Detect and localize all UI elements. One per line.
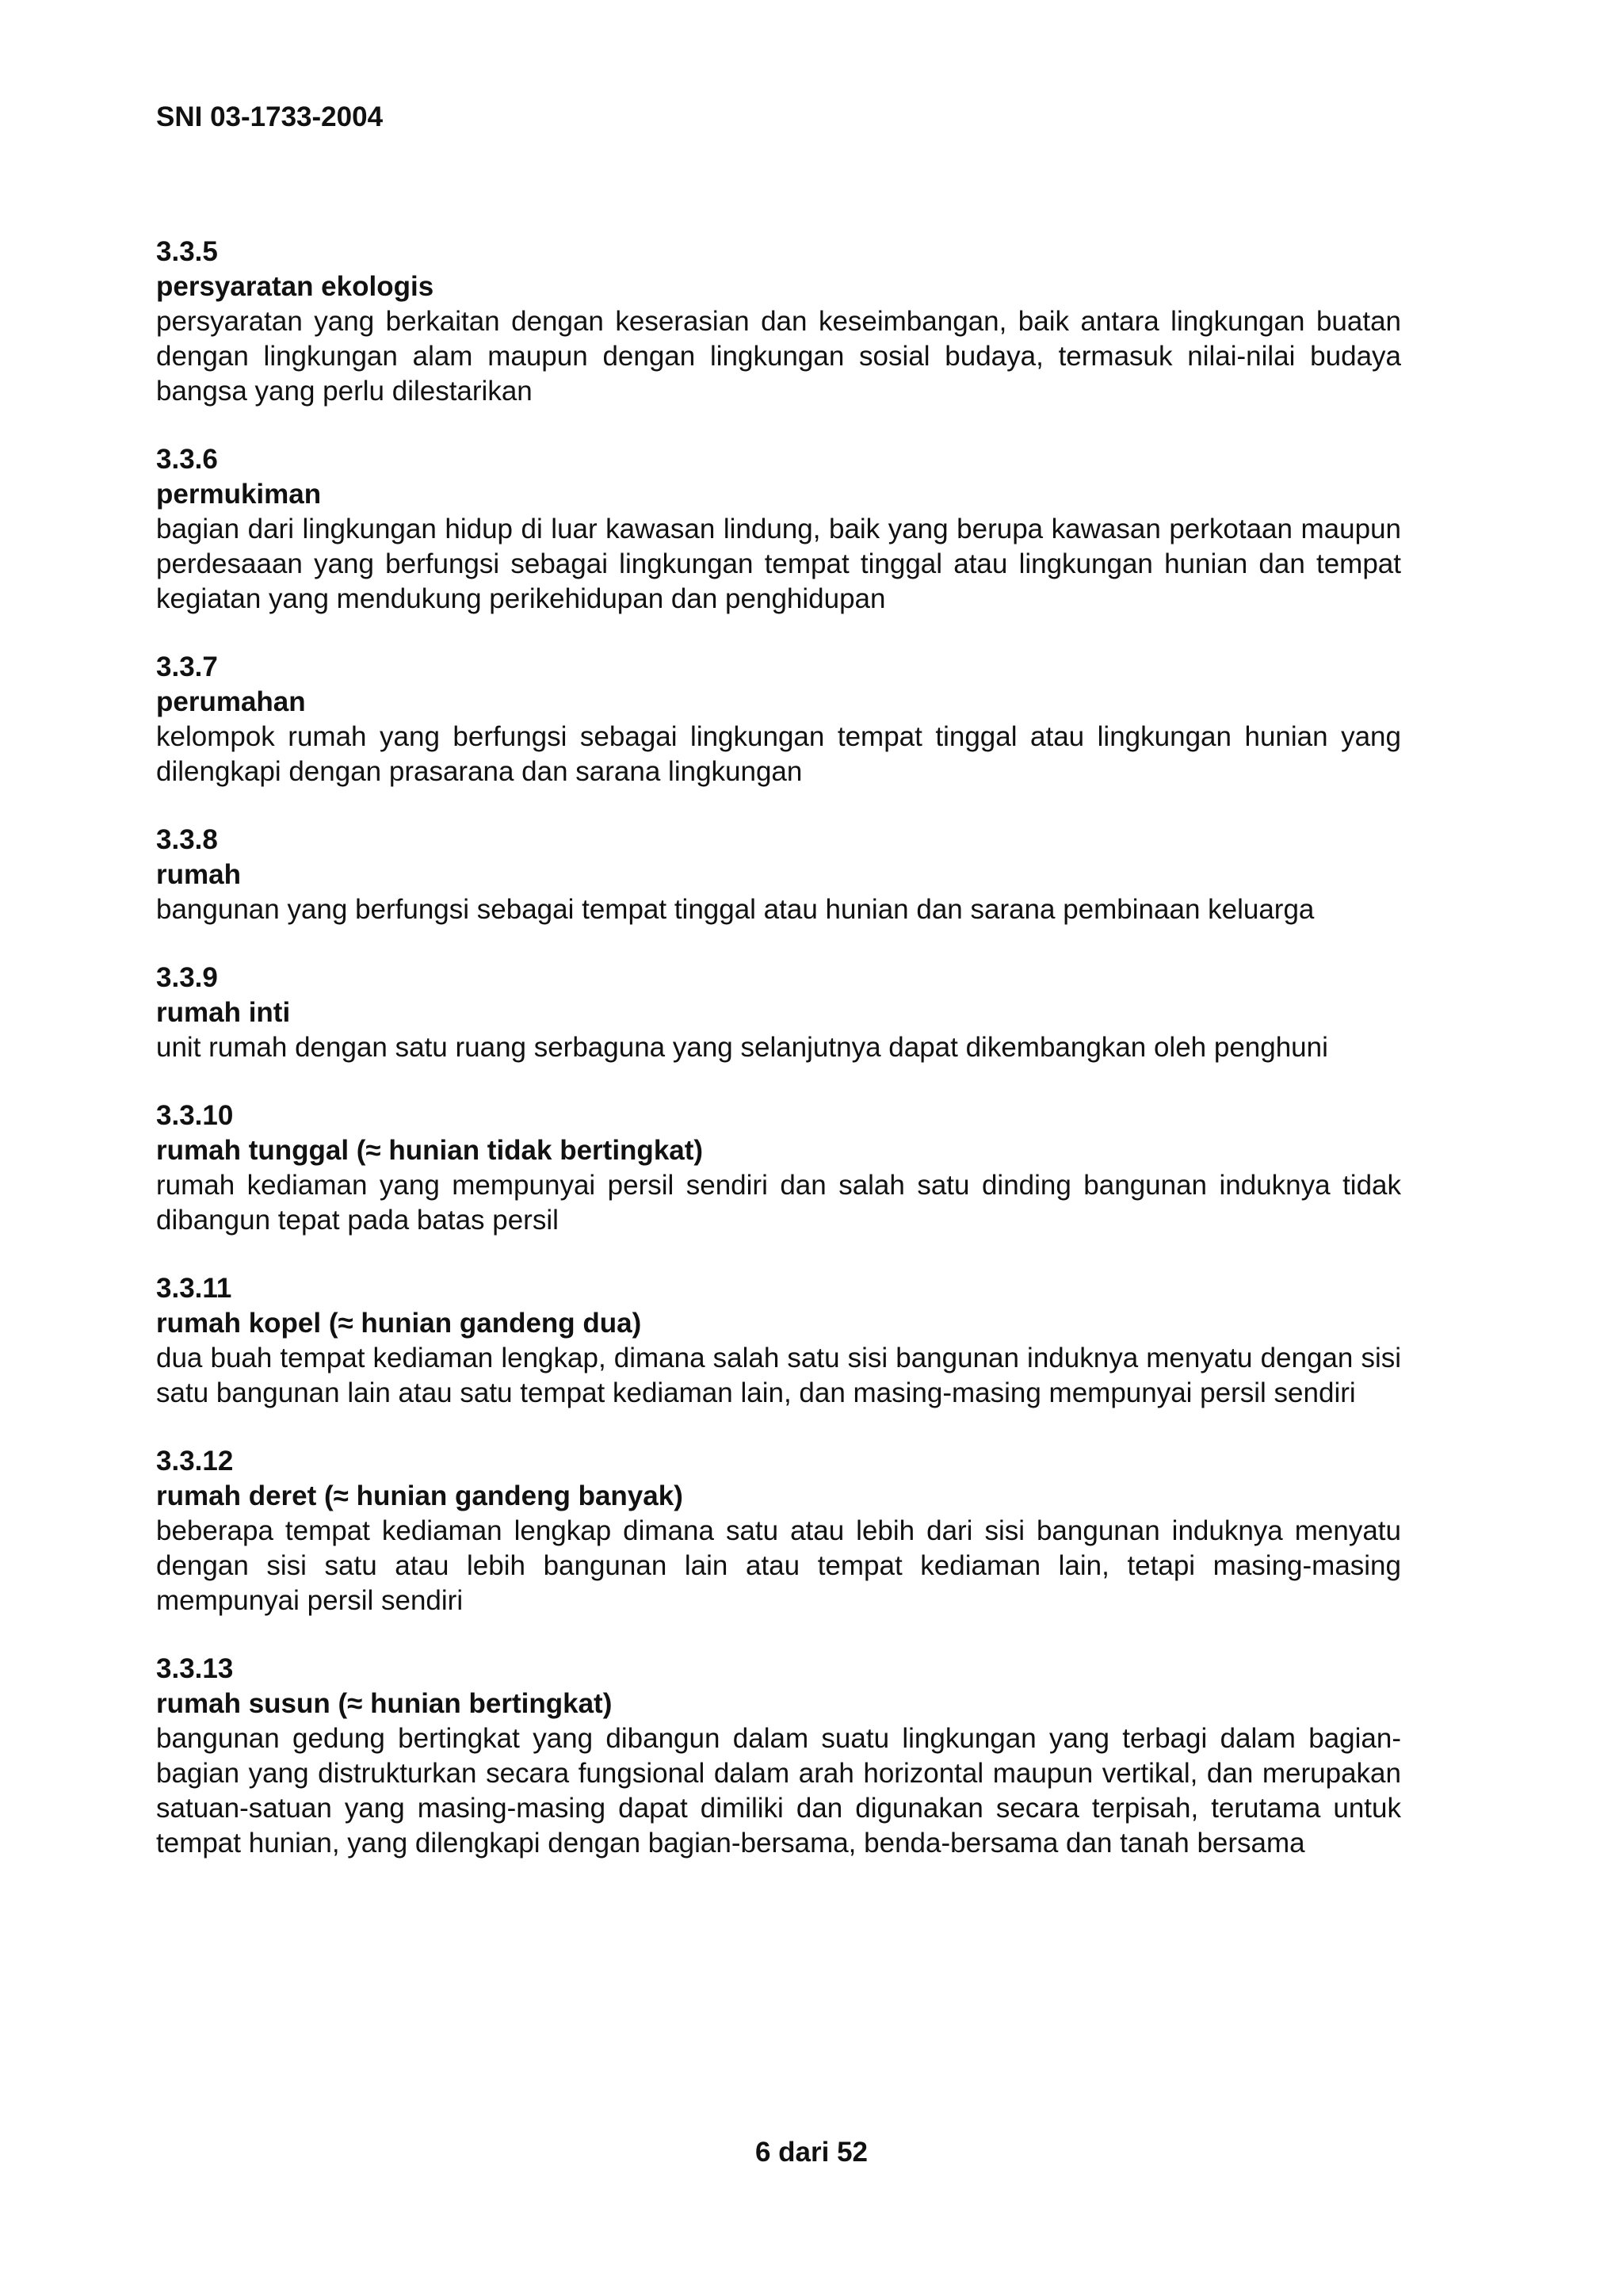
definition-entry [156,1098,1401,1238]
entry-term: rumah susun (≈ hunian bertingkat) [156,1688,613,1719]
definition-entry [156,1444,1401,1618]
entry-number: 3.3.8 [156,824,218,855]
entry-number: 3.3.7 [156,651,218,682]
entry-term: perumahan [156,686,306,717]
entry-definition: kelompok rumah yang berfungsi sebagai lingkungan tempat tinggal atau lingkungan hunian yang dilengkapi dengan prasarana dan sarana lingkungan [156,721,1401,787]
entry-term: permukiman [156,479,322,510]
entry-definition: beberapa tempat kediaman lengkap dimana satu atau lebih dari sisi bangunan induknya menyatu dengan sisi satu atau lebih bangunan lain atau tempat kediaman lain, tetapi masing-masing mempunyai persil sendiri [156,1515,1401,1616]
entry-definition: persyaratan yang berkaitan dengan keserasian dan keseimbangan, baik antara lingkungan buatan dengan lingkungan alam maupun dengan lingkungan sosial budaya, termasuk nilai-nilai budaya bangsa yang perlu dilestarikan [156,306,1401,407]
definition-entry [156,235,1401,409]
entry-definition: bangunan yang berfungsi sebagai tempat tinggal atau hunian dan sarana pembinaan keluarga [156,894,1315,925]
entry-number: 3.3.5 [156,236,218,267]
entry-definition: unit rumah dengan satu ruang serbaguna yang selanjutnya dapat dikembangkan oleh penghuni [156,1032,1328,1063]
entry-number: 3.3.11 [156,1273,232,1304]
entry-term: rumah kopel (≈ hunian gandeng dua) [156,1308,642,1339]
definition-entry [156,442,1401,617]
document-code-header: SNI 03-1733-2004 [156,101,384,132]
entry-number: 3.3.13 [156,1653,234,1684]
entry-definition: dua buah tempat kediaman lengkap, dimana salah satu sisi bangunan induknya menyatu dengan sisi satu bangunan lain atau satu tempat kediaman lain, dan masing-masing mempunyai persil sendiri [156,1343,1401,1408]
definition-entry [156,1271,1401,1411]
definition-entry [156,823,1401,927]
definition-entry [156,1652,1401,1861]
entry-number: 3.3.9 [156,962,218,993]
entry-definition: rumah kediaman yang mempunyai persil sendiri dan salah satu dinding bangunan induknya tidak dibangun tepat pada batas persil [156,1170,1401,1236]
entry-term: rumah deret (≈ hunian gandeng banyak) [156,1480,683,1511]
entry-term: rumah [156,859,241,890]
entry-term: rumah tunggal (≈ hunian tidak bertingkat) [156,1135,704,1166]
entry-number: 3.3.6 [156,444,218,475]
entry-number: 3.3.12 [156,1446,234,1477]
entry-definition: bangunan gedung bertingkat yang dibangun dalam suatu lingkungan yang terbagi dalam bagian-bagian yang distrukturkan secara fungsional dalam arah horizontal maupun vertikal, dan merupakan satuan-satuan yang masing-masing dapat dimiliki dan digunakan secara terpisah, terutama untuk tempat hunian, yang dilengkapi dengan bagian-bersama, benda-bersama dan tanah bersama [156,1723,1401,1859]
definition-entry [156,961,1401,1065]
page-number: 6 dari 52 [754,2137,869,2168]
entry-term: rumah inti [156,997,291,1028]
entry-definition: bagian dari lingkungan hidup di luar kawasan lindung, baik yang berupa kawasan perkotaan maupun perdesaaan yang berfungsi sebagai lingkungan tempat tinggal atau lingkungan hunian dan tempat kegiatan yang mendukung perikehidupan dan penghidupan [156,514,1401,614]
definitions-list [156,235,1401,1894]
entry-number: 3.3.10 [156,1100,234,1131]
definition-entry [156,650,1401,789]
entry-term: persyaratan ekologis [156,271,434,302]
